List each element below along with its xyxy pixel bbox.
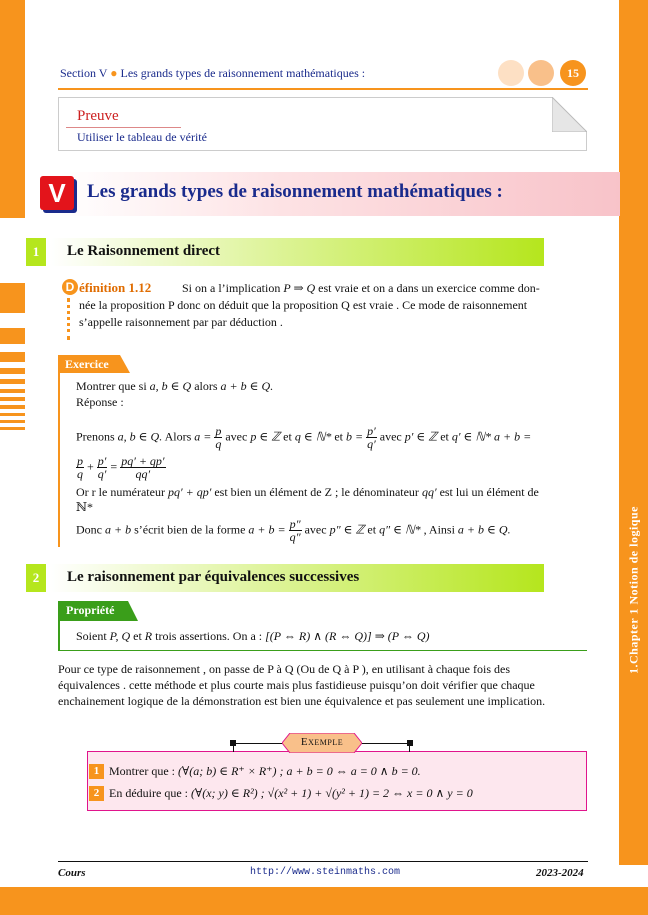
left-block bbox=[0, 397, 25, 401]
example-item-number: 1 bbox=[89, 764, 104, 779]
left-block bbox=[0, 405, 25, 409]
example-rule-tick bbox=[409, 743, 410, 752]
definition-letter-badge: D bbox=[62, 279, 78, 295]
fraction: $\frac{p}{q}$ bbox=[77, 454, 83, 481]
example-label: Exemple bbox=[300, 736, 344, 748]
header-circle bbox=[528, 60, 554, 86]
header-circle bbox=[498, 60, 524, 86]
footer-year: 2023-2024 bbox=[536, 867, 584, 879]
preuve-title: Preuve bbox=[77, 108, 119, 124]
left-block bbox=[0, 413, 25, 416]
subsection-number: 2 bbox=[26, 564, 46, 592]
left-block bbox=[0, 352, 25, 362]
left-block bbox=[0, 427, 25, 430]
definition-line: née la proposition P donc on déduit que la proposition Q est vraie . Ce mode de raisonnement bbox=[79, 298, 528, 312]
subsection-number: 1 bbox=[26, 238, 46, 266]
subsection-title: Le raisonnement par équivalences successives bbox=[67, 569, 360, 585]
fraction: $\frac{p''}{q''}$ bbox=[289, 517, 301, 544]
footer-link[interactable]: http://www.steinmaths.com bbox=[250, 867, 401, 878]
main-title: Les grands types de raisonnement mathématiques : bbox=[87, 181, 503, 202]
left-block bbox=[0, 328, 25, 344]
example-item: Montrer que : (∀(a; b) ∈ R⁺ × R⁺) ; a + b = 0 ⇔ a = 0 ∧ b = 0. bbox=[109, 764, 421, 778]
left-block bbox=[0, 389, 25, 393]
example-rule-tick bbox=[233, 743, 234, 752]
page-number: 15 bbox=[560, 60, 586, 86]
fraction: $\frac{pq' + qp'}{qq'}$ bbox=[121, 454, 165, 481]
section-letter-badge: V bbox=[40, 176, 74, 210]
property-statement: Soient P, Q et R trois assertions. On a : [(P ⇔ R) ∧ (R ⇔ Q)] ⇒ (P ⇔ Q) bbox=[76, 629, 430, 643]
preuve-underline bbox=[66, 127, 181, 128]
exercise-label: Exercice bbox=[65, 357, 109, 371]
paragraph-line: Pour ce type de raisonnement , on passe de P à Q (Ou de Q à P ), en utilisant à chaque fois des bbox=[58, 662, 510, 676]
exercise-line: ℕ* bbox=[76, 500, 93, 514]
fraction: $\frac{p}{q}$ bbox=[215, 424, 222, 451]
exercise-line: Donc a + b s’écrit bien de la forme a + b = $\frac{p''}{q''}$ avec p″ ∈ ℤ et q″ ∈ ℕ* , Ainsi a + b ∈ Q. bbox=[76, 517, 511, 544]
preuve-text: Utiliser le tableau de vérité bbox=[77, 130, 207, 144]
left-block bbox=[0, 283, 25, 313]
fraction: $\frac{p'}{q'}$ bbox=[97, 454, 107, 481]
page-fold-icon bbox=[552, 97, 587, 132]
exercise-line: $\frac{p}{q}$ + $\frac{p'}{q'}$ = $\frac{pq' + qp'}{qq'}$ bbox=[77, 454, 165, 481]
definition-dots bbox=[67, 298, 71, 340]
footer-rule bbox=[58, 861, 588, 862]
property-label: Propriété bbox=[66, 603, 115, 617]
left-block bbox=[0, 368, 25, 374]
left-block-top bbox=[0, 0, 25, 218]
definition-heading: éfinition 1.12 bbox=[79, 280, 152, 295]
paragraph-line: enchainement logique de la démonstration est bien une équivalence et pas seulement une implication. bbox=[58, 694, 546, 708]
example-item-number: 2 bbox=[89, 786, 104, 801]
example-item: En déduire que : (∀(x; y) ∈ R²) ; √(x² + 1) + √(y² + 1) = 2 ⇔ x = 0 ∧ y = 0 bbox=[109, 786, 473, 800]
definition-line: Si on a l’implication P ⇒ Q est vraie et on a dans un exercice comme don- bbox=[182, 281, 540, 295]
header-rule bbox=[58, 88, 588, 90]
right-orange-band bbox=[619, 0, 648, 865]
bottom-orange-band bbox=[0, 887, 648, 915]
exercise-answer-label: Réponse : bbox=[76, 395, 124, 409]
left-block bbox=[0, 420, 25, 423]
left-block bbox=[0, 379, 25, 384]
exercise-line: Prenons a, b ∈ Q. Alors a = $\frac{p}{q}$ avec p ∈ ℤ et q ∈ ℕ* et b = $\frac{p'}{q'}$ avec p′ ∈ ℤ et q′ ∈ ℕ* a + b = bbox=[76, 424, 532, 451]
chapter-side-label: 1.Chapter 1 Notion de logique bbox=[626, 506, 641, 674]
definition-line: s’appelle raisonnement par par déduction . bbox=[79, 315, 283, 329]
section-header: Section V ● Les grands types de raisonnement mathématiques : bbox=[60, 66, 366, 80]
exercise-line: Or r le numérateur pq′ + qp′ est bien un élément de Z ; le dénominateur qq′ est lui un élément de bbox=[76, 485, 539, 499]
example-rule-end bbox=[407, 740, 413, 746]
paragraph-line: équivalences . cette méthode et plus courte mais plus fastidieuse puisqu’on doit vérifier que chaque bbox=[58, 678, 535, 692]
subsection-title: Le Raisonnement direct bbox=[67, 243, 221, 259]
example-box bbox=[87, 751, 587, 811]
fraction: $\frac{p'}{q'}$ bbox=[367, 424, 376, 451]
footer-label: Cours bbox=[58, 867, 86, 879]
exercise-statement: Montrer que si a, b ∈ Q alors a + b ∈ Q. bbox=[76, 379, 274, 393]
